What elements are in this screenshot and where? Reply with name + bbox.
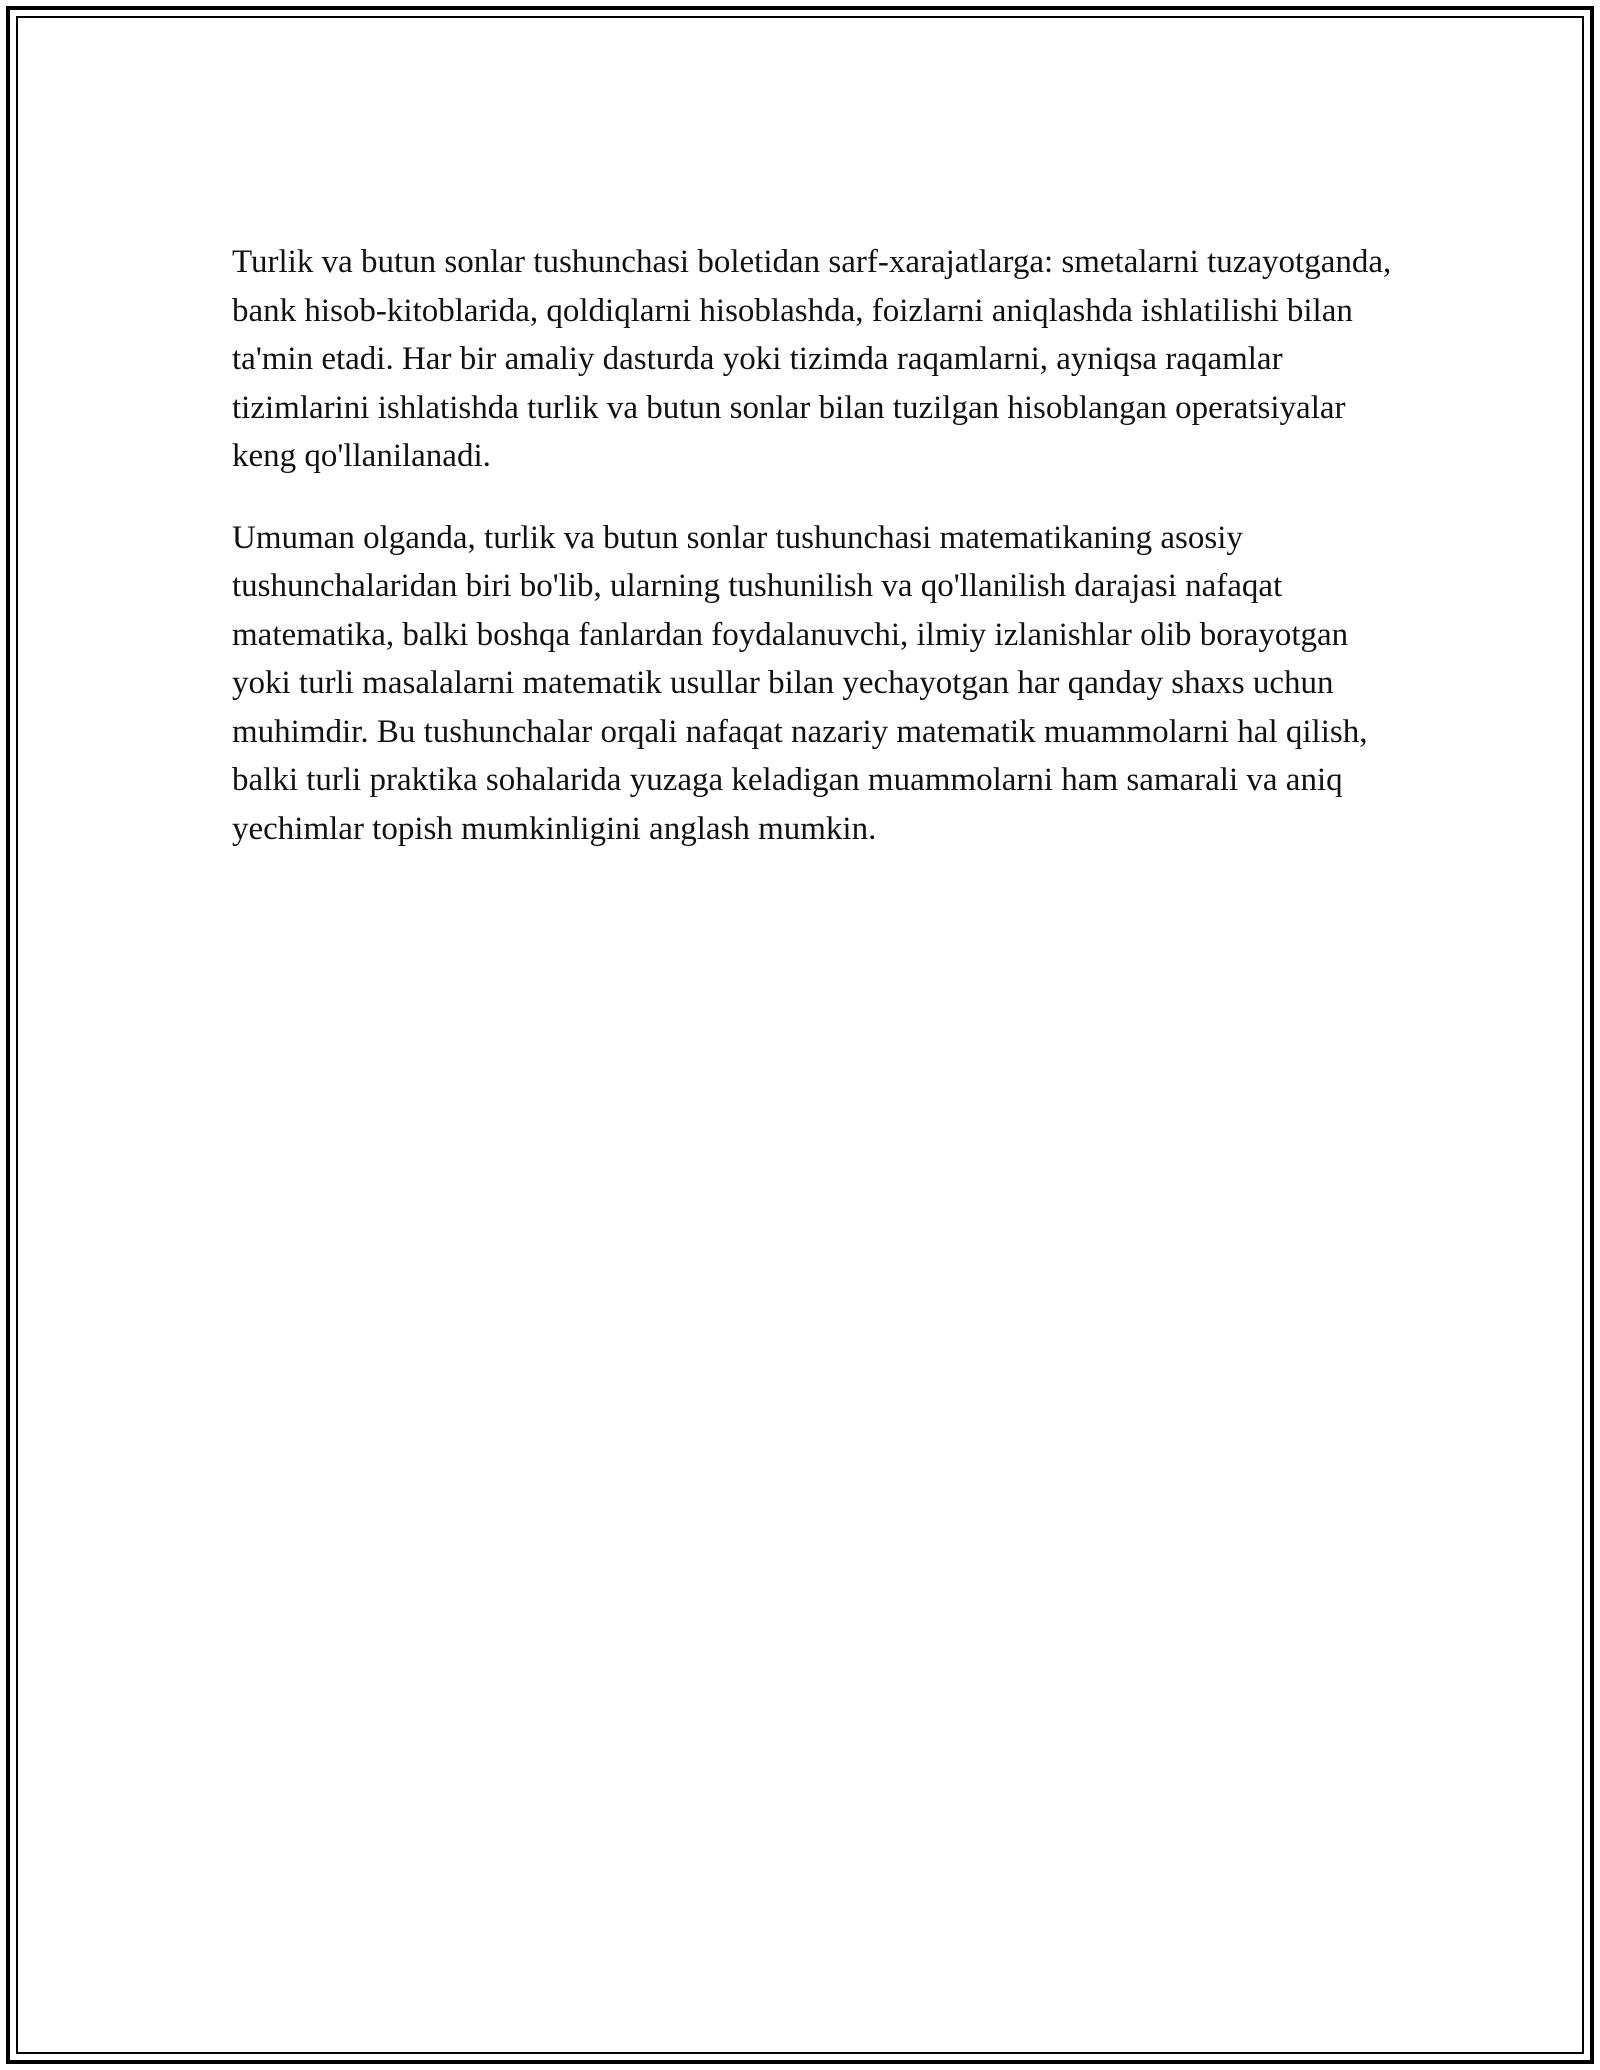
document-body bbox=[232, 238, 1392, 886]
page-border-outer bbox=[6, 6, 1594, 2064]
paragraph-2: Umuman olganda, turlik va butun sonlar tushunchasi matematikaning asosiy tushunchalaridan biri bo'lib, ularning tushunilish va qo'llanilish darajasi nafaqat matematika, balki boshqa fanlardan foydalanuvchi, ilmiy izlanishlar olib borayotgan yoki turli masalalarni matematik usullar bilan yechayotgan har qanday shaxs uchun muhimdir. Bu tushunchalar orqali nafaqat nazariy matematik muammolarni hal qilish, balki turli praktika sohalarida yuzaga keladigan muammolarni ham samarali va aniq yechimlar topish mumkinligini anglash mumkin. bbox=[232, 519, 1368, 847]
paragraph-1: Turlik va butun sonlar tushunchasi boletidan sarf-xarajatlarga: smetalarni tuzayotganda, bank hisob-kitoblarida, qoldiqlarni hisoblashda, foizlarni aniqlashda ishlatilishi bilan ta'min etadi. Har bir amaliy dasturda yoki tizimda raqamlarni, ayniqsa raqamlar tizimlarini ishlatishda turlik va butun sonlar bilan tuzilgan hisoblangan operatsiyalar keng qo'llanilanadi. bbox=[232, 244, 1392, 474]
